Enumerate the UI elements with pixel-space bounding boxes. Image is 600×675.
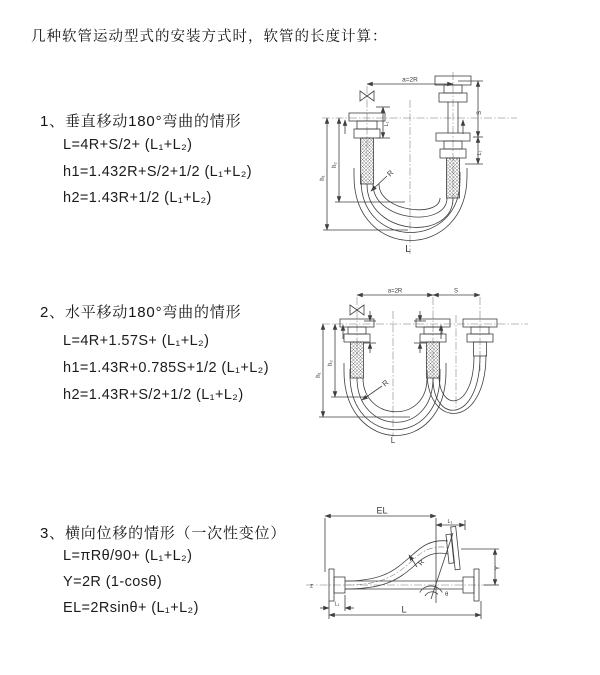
page-title: 几种软管运动型式的安装方式时，软管的长度计算：: [31, 29, 388, 45]
section-2-formula-l: L=4R+1.57S+ (L₁+L₂): [63, 333, 210, 349]
dim-label-span: a=2R: [387, 288, 403, 295]
section-3-formula-l: L=πRθ/90+ (L₁+L₂): [63, 548, 193, 564]
section-3-formula-y: Y=2R (1-cosθ): [63, 574, 163, 590]
dim-label-h-inner: h₂: [328, 360, 334, 366]
section-2-formula-h2: h2=1.43R+S/2+1/2 (L₁+L₂): [63, 387, 244, 403]
length-label: L: [405, 244, 411, 255]
section-1-formula-h1: h1=1.432R+S/2+1/2 (L₁+L₂): [63, 164, 253, 180]
diagram-lateral-displacement: [298, 503, 600, 648]
dim-h-outer: [319, 324, 410, 417]
section-1-heading: 1、垂直移动180°弯曲的情形: [40, 113, 242, 130]
left-hose-braid: [361, 138, 374, 184]
dim-label-l1-bottom: L₁: [334, 601, 340, 608]
section-2-heading: 2、水平移动180°弯曲的情形: [40, 304, 242, 321]
radius-label: R: [417, 558, 427, 568]
diagram-horizontal-180-bend: [308, 283, 600, 463]
dim-label-h-outer: h₁: [320, 175, 326, 181]
dim-label-l: L: [401, 604, 407, 615]
dim-y: [461, 549, 499, 585]
length-label: L: [390, 436, 396, 445]
section-3-heading: 3、横向位移的情形（一次性变位）: [40, 525, 287, 542]
pipe-break-mark: z: [310, 583, 313, 590]
dim-label-l1-right: L₁: [477, 150, 483, 156]
angle-label: θ: [445, 592, 449, 598]
mid-hose-braid: [427, 342, 440, 378]
dim-label-span: a=2R: [402, 76, 418, 84]
section-2-formula-h1: h1=1.43R+0.785S+1/2 (L₁+L₂): [63, 360, 269, 376]
dim-label-el: EL: [376, 505, 388, 516]
dim-label-h-inner: h₂: [332, 162, 338, 168]
radius-label: R: [380, 377, 391, 389]
displaced-hose-curve: [345, 541, 449, 589]
centerlines: [322, 72, 517, 254]
dim-label-l1-left: L₁: [384, 121, 390, 127]
radius-label: R: [385, 168, 396, 179]
dim-label-s: S: [477, 110, 483, 116]
left-hose-braid: [351, 342, 364, 378]
section-1-formula-h2: h2=1.43R+1/2 (L₁+L₂): [63, 190, 212, 206]
diagram-vertical-180-bend: [310, 72, 598, 262]
dim-label-h-outer: h₁: [316, 372, 322, 378]
dim-label-y: Y: [494, 565, 502, 571]
dim-label-stroke: S: [453, 288, 459, 295]
right-hose-braid: [447, 158, 460, 198]
section-3-formula-el: EL=2Rsinθ+ (L₁+L₂): [63, 600, 199, 616]
radius-leader: [362, 386, 382, 400]
dim-label-l1-top: L₁: [447, 519, 453, 525]
radius-leader: [409, 555, 417, 567]
section-1-formula-l: L=4R+S/2+ (L₁+L₂): [63, 137, 193, 153]
